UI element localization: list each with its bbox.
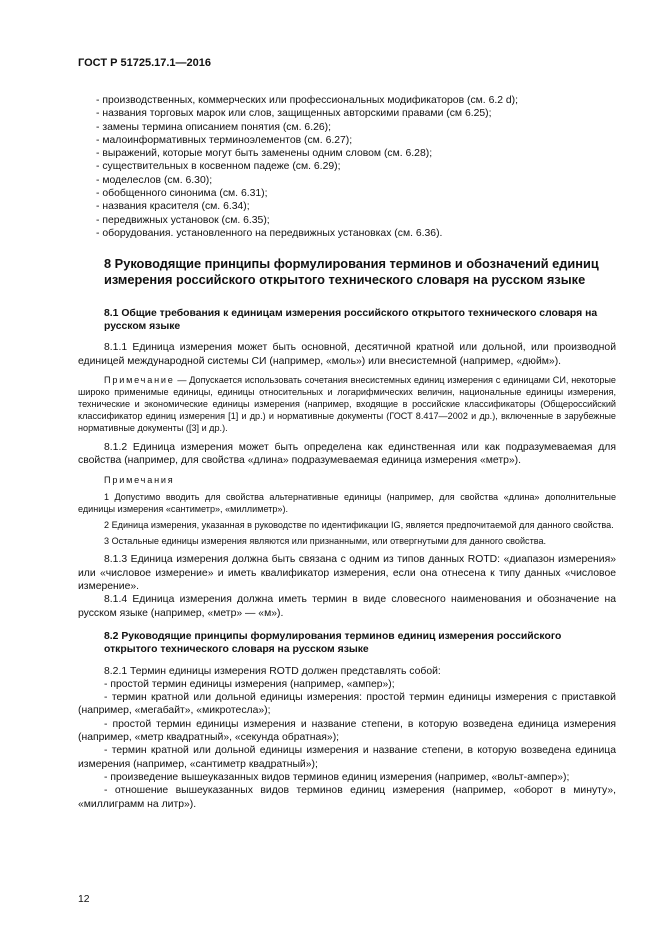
- page-number: 12: [78, 894, 90, 905]
- top-list: [78, 94, 616, 240]
- list-item: - термин кратной или дольной единицы измерения и название степени, в которую возведена единица измерения (например, «сантиметр квадратный»);: [78, 745, 616, 770]
- list-item: - производственных, коммерческих или профессиональных модификаторов (см. 6.2 d);: [96, 95, 519, 106]
- note-item: 2 Единица измерения, указанная в руководстве по идентификации IG, является предпочитаемой для данного свойства.: [104, 520, 614, 531]
- list-item: - обобщенного синонима (см. 6.31);: [96, 188, 268, 200]
- list-item: - выражений, которые могут быть заменены одним словом (см. 6.28);: [96, 148, 433, 160]
- paragraph-8-1-1: 8.1.1 Единица измерения может быть основной, десятичной кратной или дольной, или производной единицей международной системы СИ (например, «моль») или внесистемной (например, «дюйм»).: [78, 342, 616, 367]
- note-item: 1 Допустимо вводить для свойства альтернативные единицы (например, для свойства «длина» дополнительные единицы измерения «сантиметр», «миллиметр»).: [78, 492, 616, 515]
- paragraph-8-1-3: 8.1.3 Единица измерения должна быть связана с одним из типов данных ROTD: «диапазон измерения» или «числовое измерение» и иметь квалификатор измерения, если она отнесена к типу данных «числовое измерение».: [78, 554, 616, 593]
- document-id-header: ГОСТ Р 51725.17.1—2016: [78, 57, 212, 69]
- paragraph-8-1-4: 8.1.4 Единица измерения должна иметь термин в виде словесного наименования и обозначение на русском языке (например, «метр» — «м»).: [78, 594, 616, 619]
- list-item: - оборудования. установленного на передвижных установках (см. 6.36).: [96, 227, 443, 239]
- list-item: - простой термин единицы измерения (например, «ампер»);: [104, 678, 395, 690]
- note-8-1-1: [78, 374, 616, 434]
- list-item: - названия торговых марок или слов, защищенных авторскими правами (см 6.25);: [96, 108, 492, 120]
- section-8-heading: 8 Руководящие принципы формулирования терминов и обозначений единиц измерения российского открытого технического словаря на русском языке: [104, 256, 599, 288]
- note-text: — Допускается использовать сочетания внесистемных единиц измерения с единицами СИ, некоторые широко применимые единицы, единицы относительных и логарифмических величин, национальные единицы измерения, технические и экономические единицы измерения (например, входящие в российские классификаторы (Общероссийский классификатор единиц измерения [1] и др.) и нормативные документы (ГОСТ 8.417—2002 и др.), включенные в зарубежные нормативные документы ([3] и др.).: [78, 374, 616, 433]
- list-item: - простой термин единицы измерения и название степени, в которую возведена единица измерения (например, «метр квадратный», «секунда обратная»);: [78, 718, 616, 744]
- section-8-1-heading: 8.1 Общие требования к единицам измерения российского открытого технического словаря на русском языке: [104, 307, 598, 332]
- note-item: 3 Остальные единицы измерения являются или признанными, или отвергнутыми для данного свойства.: [104, 536, 547, 547]
- list-item: - отношение вышеуказанных видов терминов единиц измерения (например, «оборот в минуту», «миллиграмм на литр»).: [78, 785, 616, 810]
- list-item: - термин кратной или дольной единицы измерения: простой термин единицы измерения с приставкой (например, «мегабайт», «микротесла»);: [78, 692, 616, 717]
- list-item: - замены термина описанием понятия (см. 6.26);: [96, 121, 331, 133]
- list-item: - малоинформативных терминоэлементов (см. 6.27);: [96, 134, 353, 146]
- notes-label: Примечания: [104, 475, 175, 486]
- list-item: - существительных в косвенном падеже (см. 6.29);: [96, 161, 341, 173]
- note-label: Примечание: [104, 374, 175, 385]
- paragraph-8-1-2: 8.1.2 Единица измерения может быть определена как единственная или как подразумеваемая для свойства (например, для свойства «длина» подразумеваемая единица измерения «метр»).: [78, 441, 616, 467]
- list-item: - произведение вышеуказанных видов терминов единиц измерения (например, «вольт-ампер»);: [104, 771, 570, 783]
- section-8-2-heading: 8.2 Руководящие принципы формулирования терминов единиц измерения российского открытого технического словаря на русском языке: [104, 630, 562, 656]
- list-item: - названия красителя (см. 6.34);: [96, 201, 250, 213]
- list-item: - моделеслов (см. 6.30);: [96, 174, 213, 186]
- paragraph-8-2-1: 8.2.1 Термин единицы измерения ROTD должен представлять собой:: [104, 665, 441, 677]
- list-item: - передвижных установок (см. 6.35);: [96, 214, 270, 226]
